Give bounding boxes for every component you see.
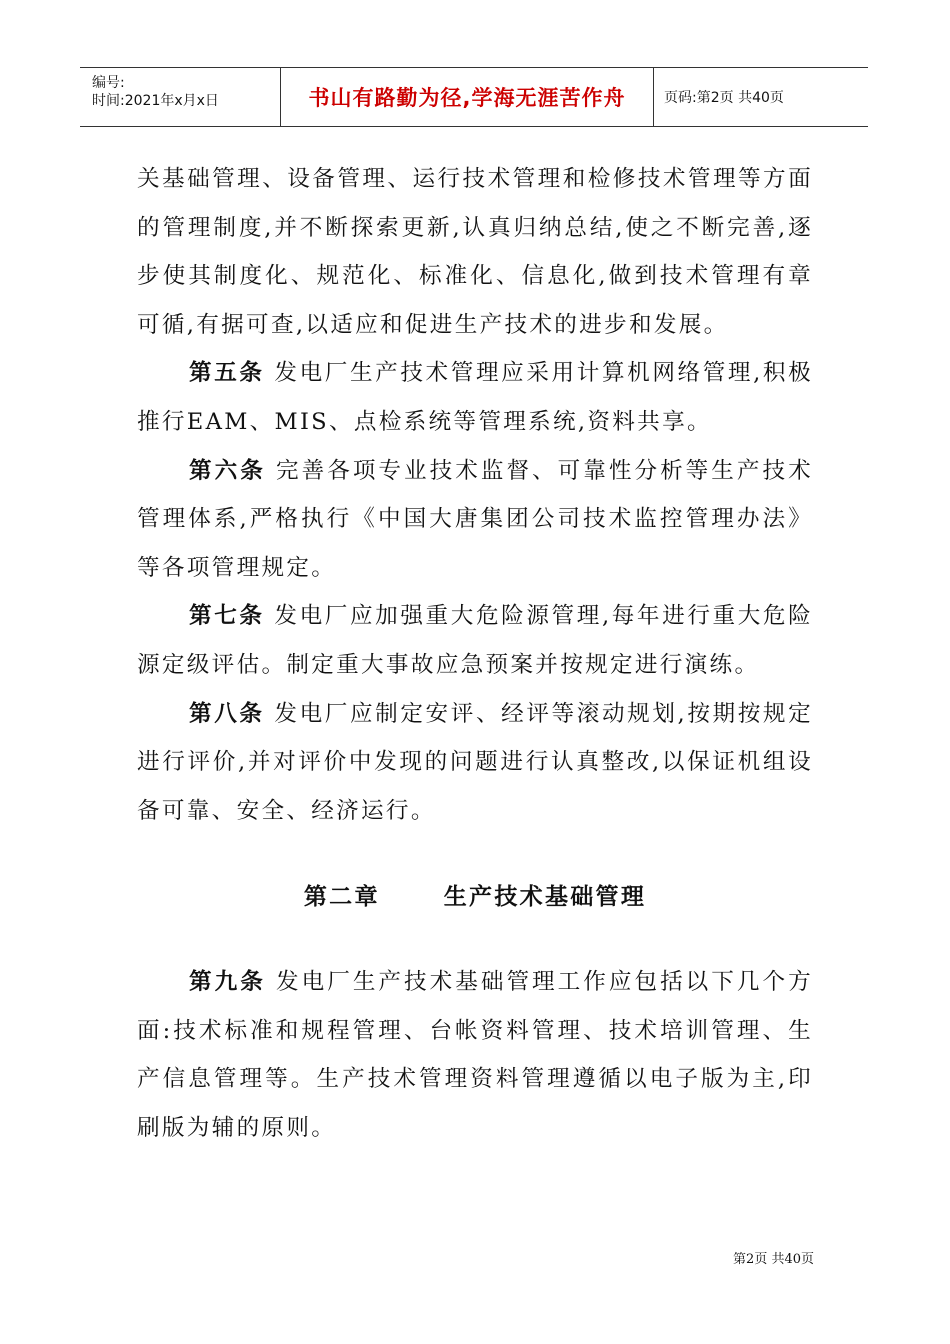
paragraph-continuation: 关基础管理、设备管理、运行技术管理和检修技术管理等方面的管理制度,并不断探索更新,认真归纳总结,使之不断完善,逐步使其制度化、规范化、标准化、信息化,做到技术管理有章可循,有据可查,以适应和促进生产技术的进步和发展。 bbox=[137, 166, 813, 338]
document-time-label: 时间:2021年x月x日 bbox=[92, 93, 219, 109]
article-8 bbox=[137, 690, 813, 836]
document-body bbox=[137, 155, 813, 1152]
article-5-text: 发电厂生产技术管理应采用计算机网络管理,积极推行EAM、MIS、点检系统等管理系统,资料共享。 bbox=[137, 360, 813, 435]
chapter-heading bbox=[137, 873, 813, 922]
article-7-label: 第七条 bbox=[189, 603, 265, 630]
article-5-label: 第五条 bbox=[189, 360, 265, 387]
article-7 bbox=[137, 592, 813, 689]
article-9-label: 第九条 bbox=[189, 968, 266, 995]
header-meta bbox=[80, 68, 281, 126]
article-7-text: 发电厂应加强重大危险源管理,每年进行重大危险源定级评估。制定重大事故应急预案并按规定进行演练。 bbox=[137, 603, 813, 678]
page-header bbox=[80, 67, 868, 127]
article-9-text: 发电厂生产技术基础管理工作应包括以下几个方面:技术标准和规程管理、台帐资料管理、技术培训管理、生产信息管理等。生产技术管理资料管理遵循以电子版为主,印刷版为辅的原则。 bbox=[137, 968, 813, 1141]
chapter-number: 第二章 bbox=[303, 883, 380, 911]
article-9 bbox=[137, 958, 813, 1152]
page-footer: 第2页 共40页 bbox=[733, 1252, 814, 1267]
article-6-text: 完善各项专业技术监督、可靠性分析等生产技术管理体系,严格执行《中国大唐集团公司技术监控管理办法》等各项管理规定。 bbox=[137, 457, 813, 581]
header-motto: 书山有路勤为径,学海无涯苦作舟 bbox=[281, 68, 654, 126]
article-5 bbox=[137, 349, 813, 446]
article-8-text: 发电厂应制定安评、经评等滚动规划,按期按规定进行评价,并对评价中发现的问题进行认真整改,以保证机组设备可靠、安全、经济运行。 bbox=[137, 700, 813, 824]
article-6-label: 第六条 bbox=[189, 457, 266, 484]
article-8-label: 第八条 bbox=[189, 700, 265, 727]
chapter-title: 生产技术基础管理 bbox=[443, 883, 647, 911]
document-number-label: 编号: bbox=[92, 75, 125, 91]
article-6 bbox=[137, 447, 813, 593]
header-page-info: 页码:第2页 共40页 bbox=[664, 90, 784, 106]
